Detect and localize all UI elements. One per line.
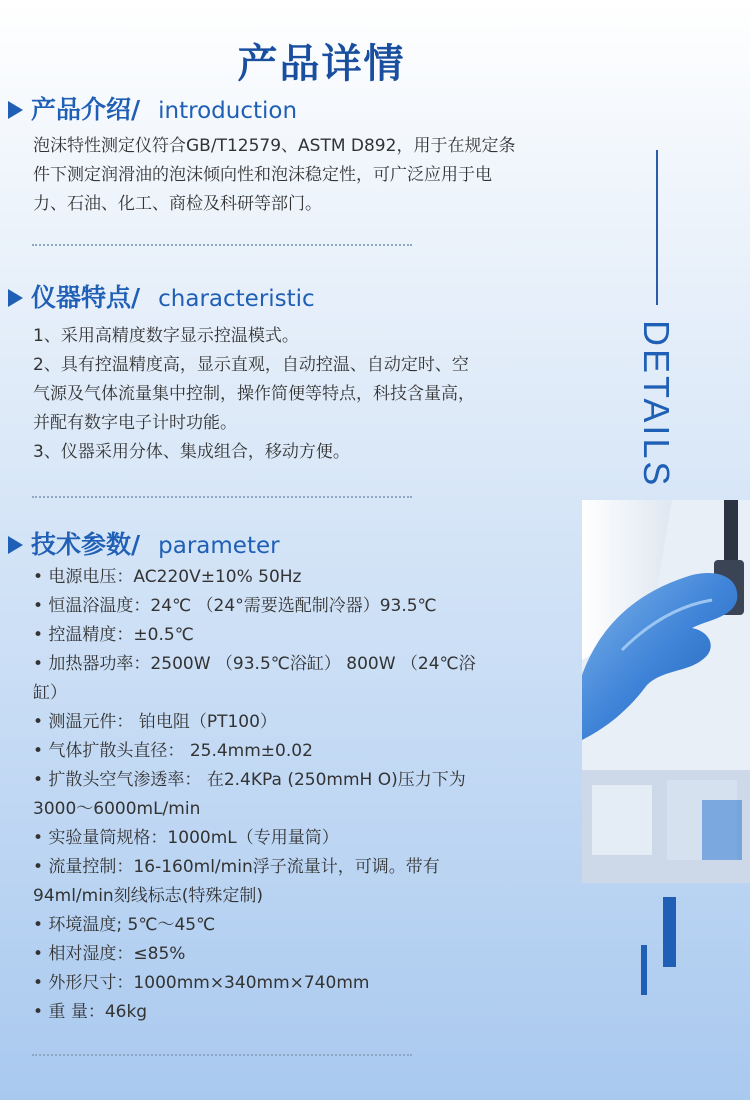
param-item: • 气体扩散头直径： 25.4mm±0.02 (33, 741, 313, 761)
text-line: 力、石油、化工、商检及科研等部门。 (33, 194, 322, 214)
section-title-cn: 技术参数/ (31, 530, 141, 559)
param-item: • 环境温度; 5℃～45℃ (33, 915, 216, 935)
dotted-divider (32, 1054, 412, 1056)
param-item: • 流量控制：16-160ml/min浮子流量计，可调。带有 (33, 857, 440, 877)
page-title: 产品详情 (237, 41, 406, 87)
text-line: 泡沫特性测定仪符合GB/T12579、ASTM D892，用于在规定条 (33, 136, 516, 156)
param-item: • 外形尺寸：1000mm×340mm×740mm (33, 973, 370, 993)
triangle-icon (8, 289, 23, 307)
param-item: • 控温精度：±0.5℃ (33, 625, 194, 645)
param-item: • 扩散头空气渗透率： 在2.4KPa (250mmH O)压力下为 (33, 770, 466, 790)
section-parameter (8, 525, 608, 1027)
section-title-en: characteristic (158, 286, 315, 312)
section-characteristic (8, 278, 608, 467)
param-item: • 实验量筒规格：1000mL（专用量筒） (33, 828, 339, 848)
text-line: 2、具有控温精度高，显示直观，自动控温、自动定时、空 (33, 355, 469, 375)
text-line: 3、仪器采用分体、集成组合，移动方便。 (33, 442, 350, 462)
section-introduction (8, 90, 608, 219)
param-item: • 相对湿度：≤85% (33, 944, 186, 964)
text-line: 1、采用高精度数字显示控温模式。 (33, 326, 299, 346)
section-title-en: parameter (158, 533, 280, 559)
lab-photo (582, 500, 750, 883)
details-label: DETAILS (636, 320, 677, 489)
vertical-rule (656, 150, 658, 305)
text-line: 并配有数字电子计时功能。 (33, 413, 237, 433)
dotted-divider (32, 496, 412, 498)
text-line: 气源及气体流量集中控制，操作简便等特点，科技含量高， (33, 384, 475, 404)
gloved-hand-illustration (582, 500, 750, 883)
dotted-divider (32, 244, 412, 246)
section-header (8, 278, 608, 314)
parameter-list (33, 563, 608, 1027)
section-title-cn: 仪器特点/ (31, 283, 141, 312)
param-item: • 恒温浴温度：24℃ （24°需要选配制冷器）93.5℃ (33, 596, 437, 616)
triangle-icon (8, 536, 23, 554)
section-header (8, 90, 608, 126)
param-item: 94ml/min刻线标志(特殊定制) (33, 886, 263, 906)
features-text (33, 322, 608, 467)
decorative-bar (641, 945, 647, 995)
param-item: 缸） (33, 683, 67, 703)
text-line: 件下测定润滑油的泡沫倾向性和泡沫稳定性，可广泛应用于电 (33, 165, 492, 185)
section-header (8, 525, 608, 561)
param-item: • 重 量：46kg (33, 1002, 148, 1022)
intro-text (33, 132, 608, 219)
param-item: 3000～6000mL/min (33, 799, 201, 819)
param-item: • 测温元件： 铂电阻（PT100） (33, 712, 277, 732)
triangle-icon (8, 101, 23, 119)
decorative-bar (663, 897, 676, 967)
section-title-en: introduction (158, 98, 298, 124)
param-item: • 加热器功率：2500W （93.5℃浴缸） 800W （24℃浴 (33, 654, 476, 674)
section-title-cn: 产品介绍/ (31, 95, 141, 124)
param-item: • 电源电压：AC220V±10% 50Hz (33, 567, 302, 587)
